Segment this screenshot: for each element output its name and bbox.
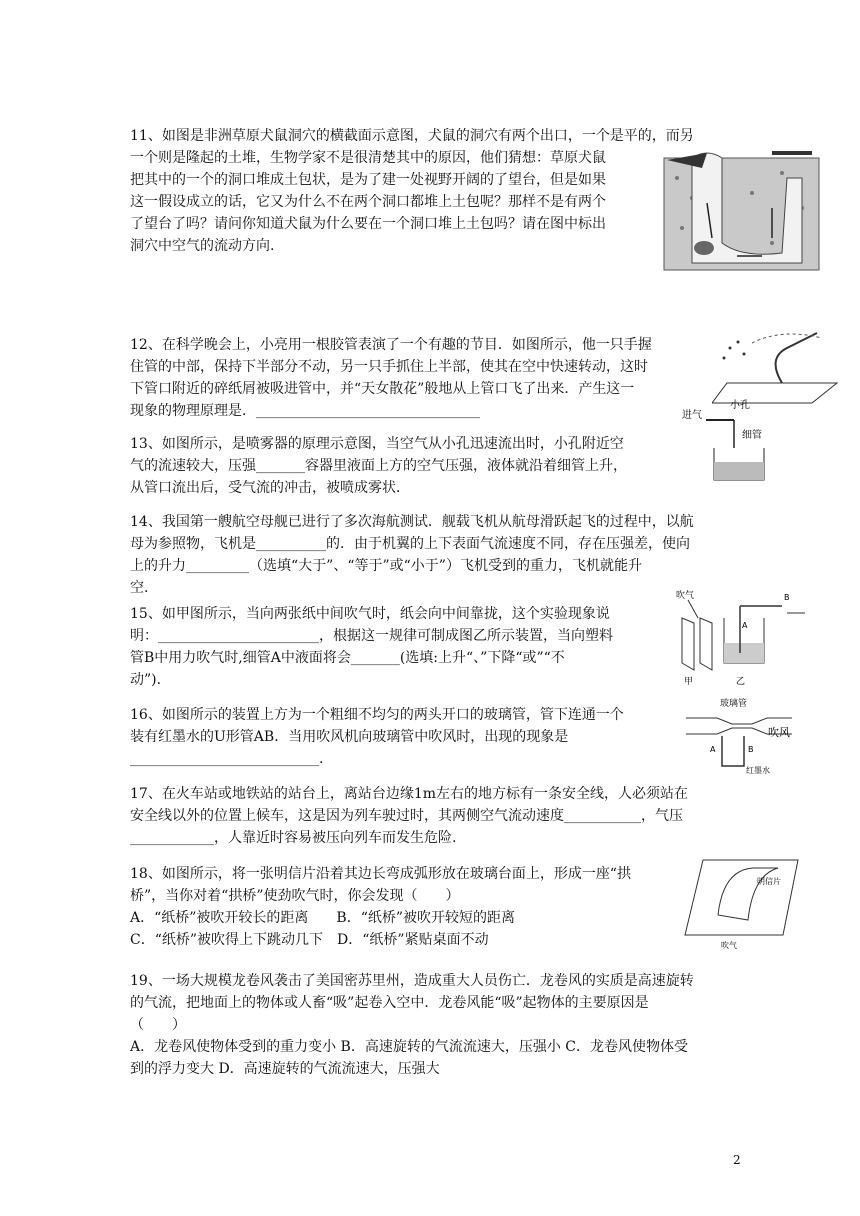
question-line: 19、一场大规模龙卷风袭击了美国密苏里州，造成重大人员伤亡．龙卷风的实质是高速旋转 (130, 973, 694, 989)
question-line: ____________，人靠近时容易被压向列车而发生危险. (130, 830, 457, 846)
label-blow: 吹气 (721, 941, 737, 950)
question-line: 明：_______________________，根据这一规律可制成图乙所示装置，当向塑料 (130, 628, 613, 644)
question-line: 上的升力_________（选填“大于”、“等于”或“小于”）飞机受到的重力，飞机就能升 (130, 558, 642, 574)
question-line: （ ） (130, 1017, 186, 1033)
question-14 (130, 511, 694, 599)
question-18 (130, 863, 631, 951)
question-line: 现象的物理原理是．________________________________ (130, 403, 480, 419)
tube-spin-figure (712, 328, 847, 408)
question-line: 管B中用力吹气时,细管A中液面将会_______(选填:上升“、”下降“或”“不 (130, 650, 565, 666)
question-line: 装有红墨水的U形管AB．当用吹风机向玻璃管中吹风时，出现的现象是 (130, 729, 569, 745)
question-line: 15、如甲图所示，当向两张纸中间吹气时，纸会向中间靠拢，这个实验现象说 (130, 606, 610, 622)
question-line: 空. (130, 580, 149, 596)
question-13 (130, 433, 627, 499)
question-line: A．“纸桥”被吹开较长的距离 B．“纸桥”被吹开较短的距离 (130, 910, 516, 926)
question-line: 下管口附近的碎纸屑被吸进管中，并“天女散花”般地从上管口飞了出来．产生这一 (130, 381, 635, 397)
label-B: B (748, 745, 754, 754)
label-A: A (710, 745, 716, 754)
question-line: 17、在火车站或地铁站的站台上，离站台边缘1m左右的地方标有一条安全线，人必须站在 (130, 786, 688, 802)
burrow-figure (662, 148, 822, 272)
question-line: 13、如图所示，是喷雾器的原理示意图，当空气从小孔迅速流出时，小孔附近空 (130, 436, 624, 452)
question-line: 桥”，当你对着“拱桥”使劲吹气时，你会发现（ ） (130, 888, 460, 904)
question-line: 母为参照物，飞机是__________的．由于机翼的上下表面气流速度不同，存在压强差，使向 (130, 536, 690, 552)
question-line: 气的流速较大，压强_______容器里液面上方的空气压强，液体就沿着细管上升， (130, 458, 627, 474)
card-bridge-figure (683, 850, 803, 950)
question-19 (130, 970, 694, 1080)
question-line: 住管的中部，保持下半部分不动，另一只手抓住上半部，使其在空中快速转动，这时 (130, 359, 648, 375)
question-line: 把其中的一个的洞口堆成土包状，是为了建一处视野开阔的了望台，但是如果 (130, 172, 606, 188)
label-yi: 乙 (736, 677, 746, 687)
question-line: 18、如图所示，将一张明信片沿着其边长弯成弧形放在玻璃台面上，形成一座“拱 (130, 866, 631, 882)
question-line: 这一假设成立的话，它又为什么不在两个洞口都堆上土包呢？那样不是有两个 (130, 194, 606, 210)
paper-blow-figure (672, 588, 807, 688)
question-line: A．龙卷风使物体受到的重力变小 B．高速旋转的气流流速大，压强小 C．龙卷风使物体受 (130, 1039, 689, 1055)
label-jia: 甲 (684, 677, 694, 687)
label-blow: 吹气 (676, 591, 695, 601)
question-11 (130, 125, 694, 257)
label-B: B (784, 593, 790, 602)
question-line: ___________________________. (130, 751, 324, 767)
question-line: 洞穴中空气的流动方向. (130, 238, 275, 254)
question-line: 动”). (130, 672, 162, 688)
question-line: 12、在科学晚会上，小亮用一根胶管表演了一个有趣的节目．如图所示，他一只手握 (130, 337, 652, 353)
question-line: C．“纸桥”被吹得上下跳动几下 D．“纸桥”紧贴桌面不动 (130, 932, 489, 948)
question-line: 到的浮力变大 D．高速旋转的气流流速大，压强大 (130, 1061, 440, 1077)
u-tube-figure (682, 696, 822, 776)
label-thin-tube: 细管 (742, 430, 762, 441)
question-line: 了望台了吗？请问你知道犬鼠为什么要在一个洞口堆上土包吗？请在图中标出 (130, 216, 606, 232)
label-hole: 小孔 (730, 400, 750, 411)
label-A: A (742, 621, 748, 630)
page-number: 2 (733, 1153, 741, 1167)
question-16 (130, 704, 624, 770)
question-line: 14、我国第一艘航空母舰已进行了多次海航测试．舰载飞机从航母滑跃起飞的过程中，以航 (130, 514, 694, 530)
label-card: 明信片 (757, 877, 781, 886)
question-12 (130, 334, 652, 422)
sprayer-figure (676, 398, 776, 488)
question-line: 11、如图是非洲草原犬鼠洞穴的横截面示意图，犬鼠的洞穴有两个出口，一个是平的，而另 (130, 128, 694, 144)
label-blow: 吹风 (768, 726, 790, 739)
question-line: 安全线以外的位置上候车，这是因为列车驶过时，其两侧空气流动速度___________，气压 (130, 808, 683, 824)
question-line: 的气流，把地面上的物体或人畜“吸”起卷入空中．龙卷风能“吸”起物体的主要原因是 (130, 995, 649, 1011)
question-line: 从管口流出后，受气流的冲击，被喷成雾状． (130, 480, 410, 496)
label-glass-tube: 玻璃管 (720, 699, 748, 709)
question-15 (130, 603, 613, 691)
question-line: 一个则是隆起的土堆，生物学家不是很清楚其中的原因，他们猜想：草原犬鼠 (130, 150, 606, 166)
question-17 (130, 783, 688, 849)
question-line: 16、如图所示的装置上方为一个粗细不均匀的两头开口的玻璃管，管下连通一个 (130, 707, 624, 723)
label-inlet: 进气 (682, 410, 702, 421)
label-red-ink: 红墨水 (746, 766, 770, 775)
